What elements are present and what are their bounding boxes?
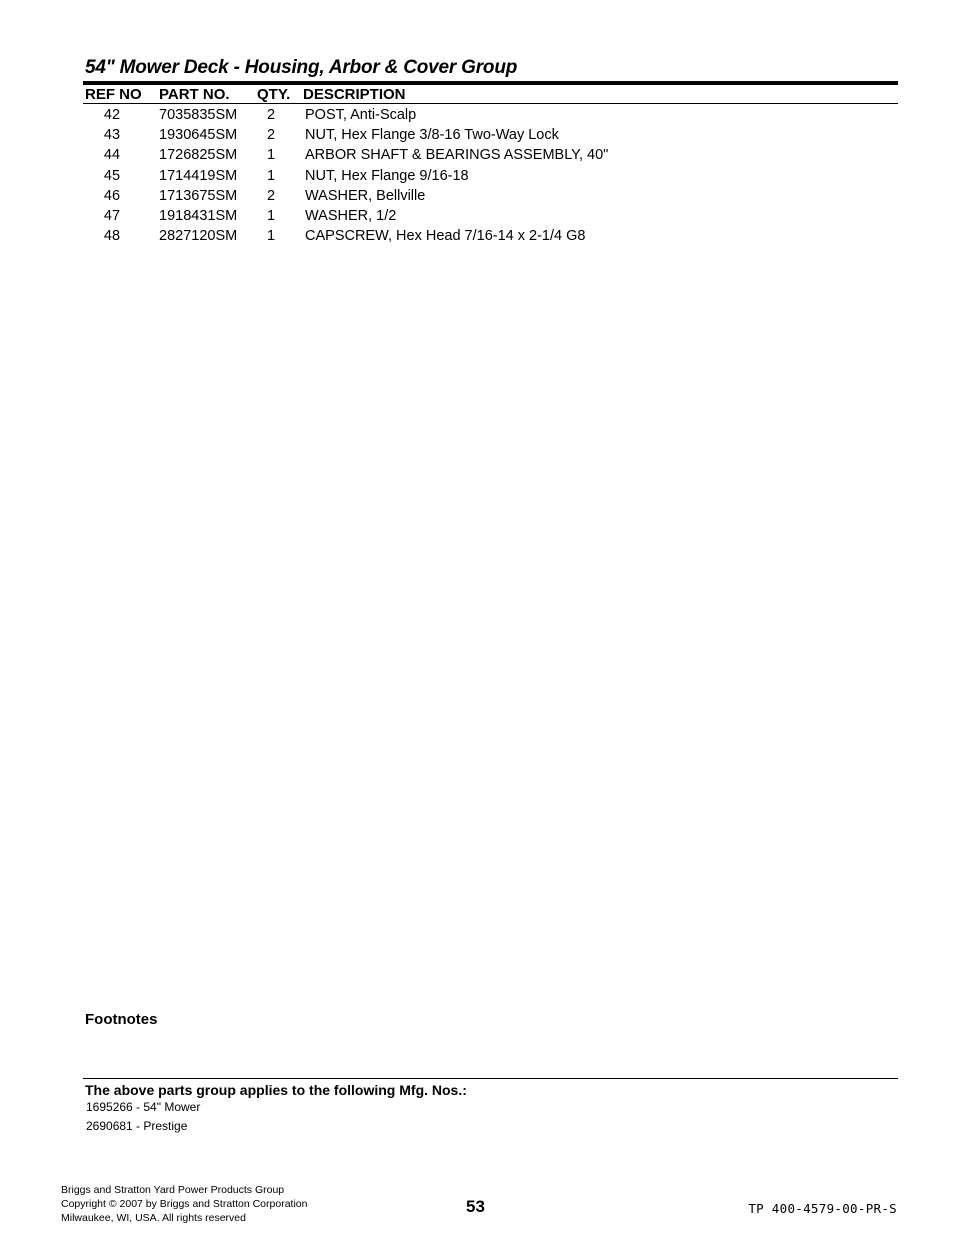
table-row bbox=[0, 208, 954, 228]
parts-table bbox=[0, 107, 954, 248]
table-row bbox=[0, 127, 954, 147]
qty-cell: 1 bbox=[266, 167, 276, 184]
description-cell: WASHER, Bellville bbox=[305, 187, 426, 204]
ref-no-cell: 46 bbox=[103, 187, 121, 204]
header-rule bbox=[83, 103, 898, 104]
part-no-cell: 1714419SM bbox=[159, 167, 238, 184]
description-cell: NUT, Hex Flange 9/16-18 bbox=[305, 167, 469, 184]
mfg-number: 1695266 - 54" Mower bbox=[86, 1100, 201, 1114]
part-no-cell: 7035835SM bbox=[159, 107, 238, 123]
qty-cell: 1 bbox=[266, 147, 276, 164]
part-no-cell: 1918431SM bbox=[159, 207, 238, 224]
description-cell: CAPSCREW, Hex Head 7/16-14 x 2-1/4 G8 bbox=[305, 228, 586, 245]
part-no-cell: 1726825SM bbox=[159, 147, 238, 164]
table-row bbox=[0, 228, 954, 248]
page-title: 54" Mower Deck - Housing, Arbor & Cover Group bbox=[85, 57, 518, 78]
description-cell: ARBOR SHAFT & BEARINGS ASSEMBLY, 40" bbox=[305, 147, 609, 164]
applies-rule bbox=[83, 1078, 898, 1079]
table-row bbox=[0, 168, 954, 188]
column-header-qty: QTY. bbox=[257, 86, 291, 103]
table-row bbox=[0, 188, 954, 208]
ref-no-cell: 43 bbox=[103, 127, 121, 144]
qty-cell: 2 bbox=[266, 107, 276, 123]
description-cell: POST, Anti-Scalp bbox=[305, 107, 417, 123]
part-no-cell: 2827120SM bbox=[159, 228, 238, 245]
footer-copyright: Copyright © 2007 by Briggs and Stratton Corporation bbox=[61, 1198, 308, 1210]
qty-cell: 1 bbox=[266, 228, 276, 245]
mfg-number: 2690681 - Prestige bbox=[86, 1119, 188, 1133]
ref-no-cell: 48 bbox=[103, 228, 121, 245]
part-no-cell: 1713675SM bbox=[159, 187, 238, 204]
ref-no-cell: 45 bbox=[103, 167, 121, 184]
table-row bbox=[0, 107, 954, 127]
footer-location: Milwaukee, WI, USA. All rights reserved bbox=[61, 1212, 246, 1224]
qty-cell: 2 bbox=[266, 127, 276, 144]
ref-no-cell: 47 bbox=[103, 207, 121, 224]
column-header-description: DESCRIPTION bbox=[303, 86, 406, 103]
qty-cell: 2 bbox=[266, 187, 276, 204]
title-rule bbox=[83, 81, 898, 85]
footnotes-heading: Footnotes bbox=[85, 1011, 158, 1028]
table-row bbox=[0, 147, 954, 167]
column-header-part-no: PART NO. bbox=[159, 86, 230, 103]
ref-no-cell: 44 bbox=[103, 147, 121, 164]
applies-heading: The above parts group applies to the following Mfg. Nos.: bbox=[85, 1082, 467, 1098]
description-cell: WASHER, 1/2 bbox=[305, 207, 397, 224]
document-code: TP 400-4579-00-PR-S bbox=[748, 1201, 897, 1216]
part-no-cell: 1930645SM bbox=[159, 127, 238, 144]
footer-company: Briggs and Stratton Yard Power Products Group bbox=[61, 1184, 285, 1196]
column-header-ref-no: REF NO bbox=[85, 86, 142, 103]
ref-no-cell: 42 bbox=[103, 107, 121, 123]
page-number: 53 bbox=[466, 1197, 485, 1216]
qty-cell: 1 bbox=[266, 207, 276, 224]
description-cell: NUT, Hex Flange 3/8-16 Two-Way Lock bbox=[305, 127, 559, 144]
